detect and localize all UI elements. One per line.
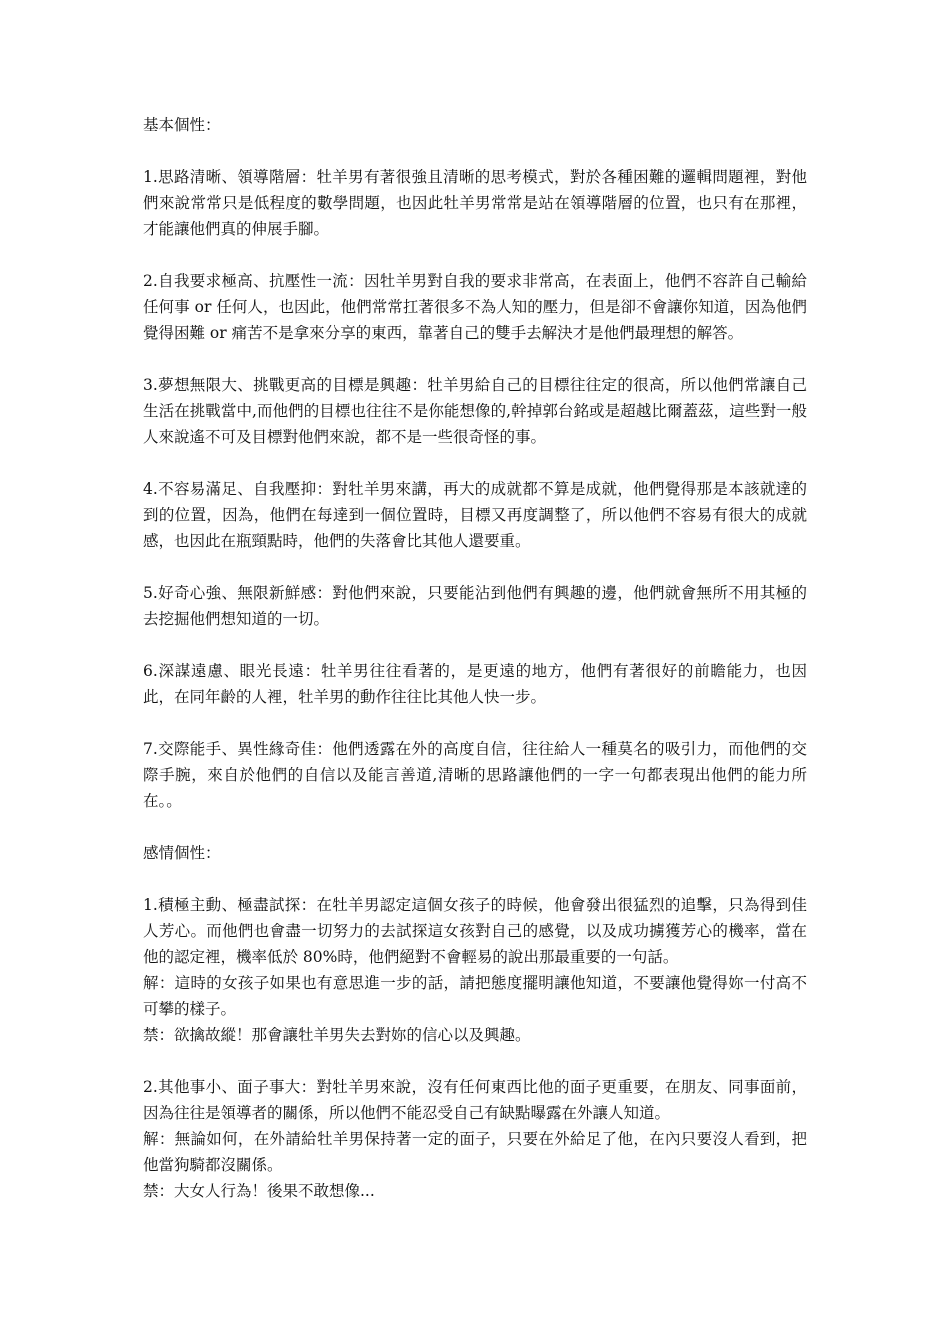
paragraph: 2.自我要求極高、抗壓性一流：因牡羊男對自我的要求非常高，在表面上，他們不容許自己輸給任何事 or 任何人，也因此，他們常常扛著很多不為人知的壓力，但是卻不會讓你知道，因為他們覺得困難 or 痛苦不是拿來分享的東西，靠著自己的雙手去解決才是他們最理想的解答。 <box>143 272 807 342</box>
section-basic-personality <box>143 112 807 814</box>
trait-item-7 <box>143 736 807 814</box>
section-heading: 感情個性： <box>143 844 221 862</box>
love-item-2 <box>143 1074 807 1204</box>
paragraph: 6.深謀遠慮、眼光長遠：牡羊男往往看著的，是更遠的地方，他們有著很好的前瞻能力，也因此，在同年齡的人裡，牡羊男的動作往往比其他人快一步。 <box>143 662 807 706</box>
paragraph: 1.思路清晰、領導階層：牡羊男有著很強且清晰的思考模式，對於各種困難的邏輯問題裡，對他們來說常常只是低程度的數學問題，也因此牡羊男常常是站在領導階層的位置，也只有在那裡，才能讓他們真的伸展手腳。 <box>143 168 807 238</box>
solution-line: 解：這時的女孩子如果也有意思進一步的話，請把態度擺明讓他知道，不要讓他覺得妳一付高不可攀的樣子。 <box>143 974 807 1018</box>
section-love-personality <box>143 840 807 1204</box>
document-body <box>143 112 807 1230</box>
trait-item-2 <box>143 268 807 346</box>
section-heading: 基本個性： <box>143 116 221 134</box>
trait-item-3 <box>143 372 807 450</box>
love-item-1 <box>143 892 807 1048</box>
trait-item-6 <box>143 658 807 710</box>
trait-item-1 <box>143 164 807 242</box>
paragraph: 4.不容易滿足、自我壓抑：對牡羊男來講，再大的成就都不算是成就，他們覺得那是本該就達的到的位置，因為，他們在每達到一個位置時，目標又再度調整了，所以他們不容易有很大的成就感，也因此在瓶頸點時，他們的失落會比其他人還要重。 <box>143 480 807 550</box>
paragraph: 5.好奇心強、無限新鮮感：對他們來說，只要能沾到他們有興趣的邊，他們就會無所不用其極的去挖掘他們想知道的一切。 <box>143 584 807 628</box>
trait-item-5 <box>143 580 807 632</box>
taboo-line: 禁：欲擒故縱！那會讓牡羊男失去對妳的信心以及興趣。 <box>143 1026 531 1044</box>
paragraph: 1.積極主動、極盡試探：在牡羊男認定這個女孩子的時候，他會發出很猛烈的追擊，只為得到佳人芳心。而他們也會盡一切努力的去試探這女孩對自己的感覺，以及成功擄獲芳心的機率，當在他的認定裡，機率低於 80%時，他們絕對不會輕易的說出那最重要的一句話。 <box>143 896 807 966</box>
solution-line: 解：無論如何，在外請給牡羊男保持著一定的面子，只要在外給足了他，在內只要沒人看到，把他當狗騎都沒關係。 <box>143 1130 807 1174</box>
trait-item-4 <box>143 476 807 554</box>
paragraph: 2.其他事小、面子事大：對牡羊男來說，沒有任何東西比他的面子更重要，在朋友、同事面前，因為往往是領導者的關係，所以他們不能忍受自己有缺點曝露在外讓人知道。 <box>143 1078 807 1122</box>
paragraph: 3.夢想無限大、挑戰更高的目標是興趣：牡羊男給自己的目標往往定的很高，所以他們常讓自己生活在挑戰當中,而他們的目標也往往不是你能想像的,幹掉郭台銘或是超越比爾蓋茲，這些對一般人來說遙不可及目標對他們來說，都不是一些很奇怪的事。 <box>143 376 807 446</box>
taboo-line: 禁：大女人行為！後果不敢想像... <box>143 1182 375 1200</box>
paragraph: 7.交際能手、異性緣奇佳：他們透露在外的高度自信，往往給人一種莫名的吸引力，而他們的交際手腕，來自於他們的自信以及能言善道,清晰的思路讓他們的一字一句都表現出他們的能力所在。。 <box>143 740 807 810</box>
